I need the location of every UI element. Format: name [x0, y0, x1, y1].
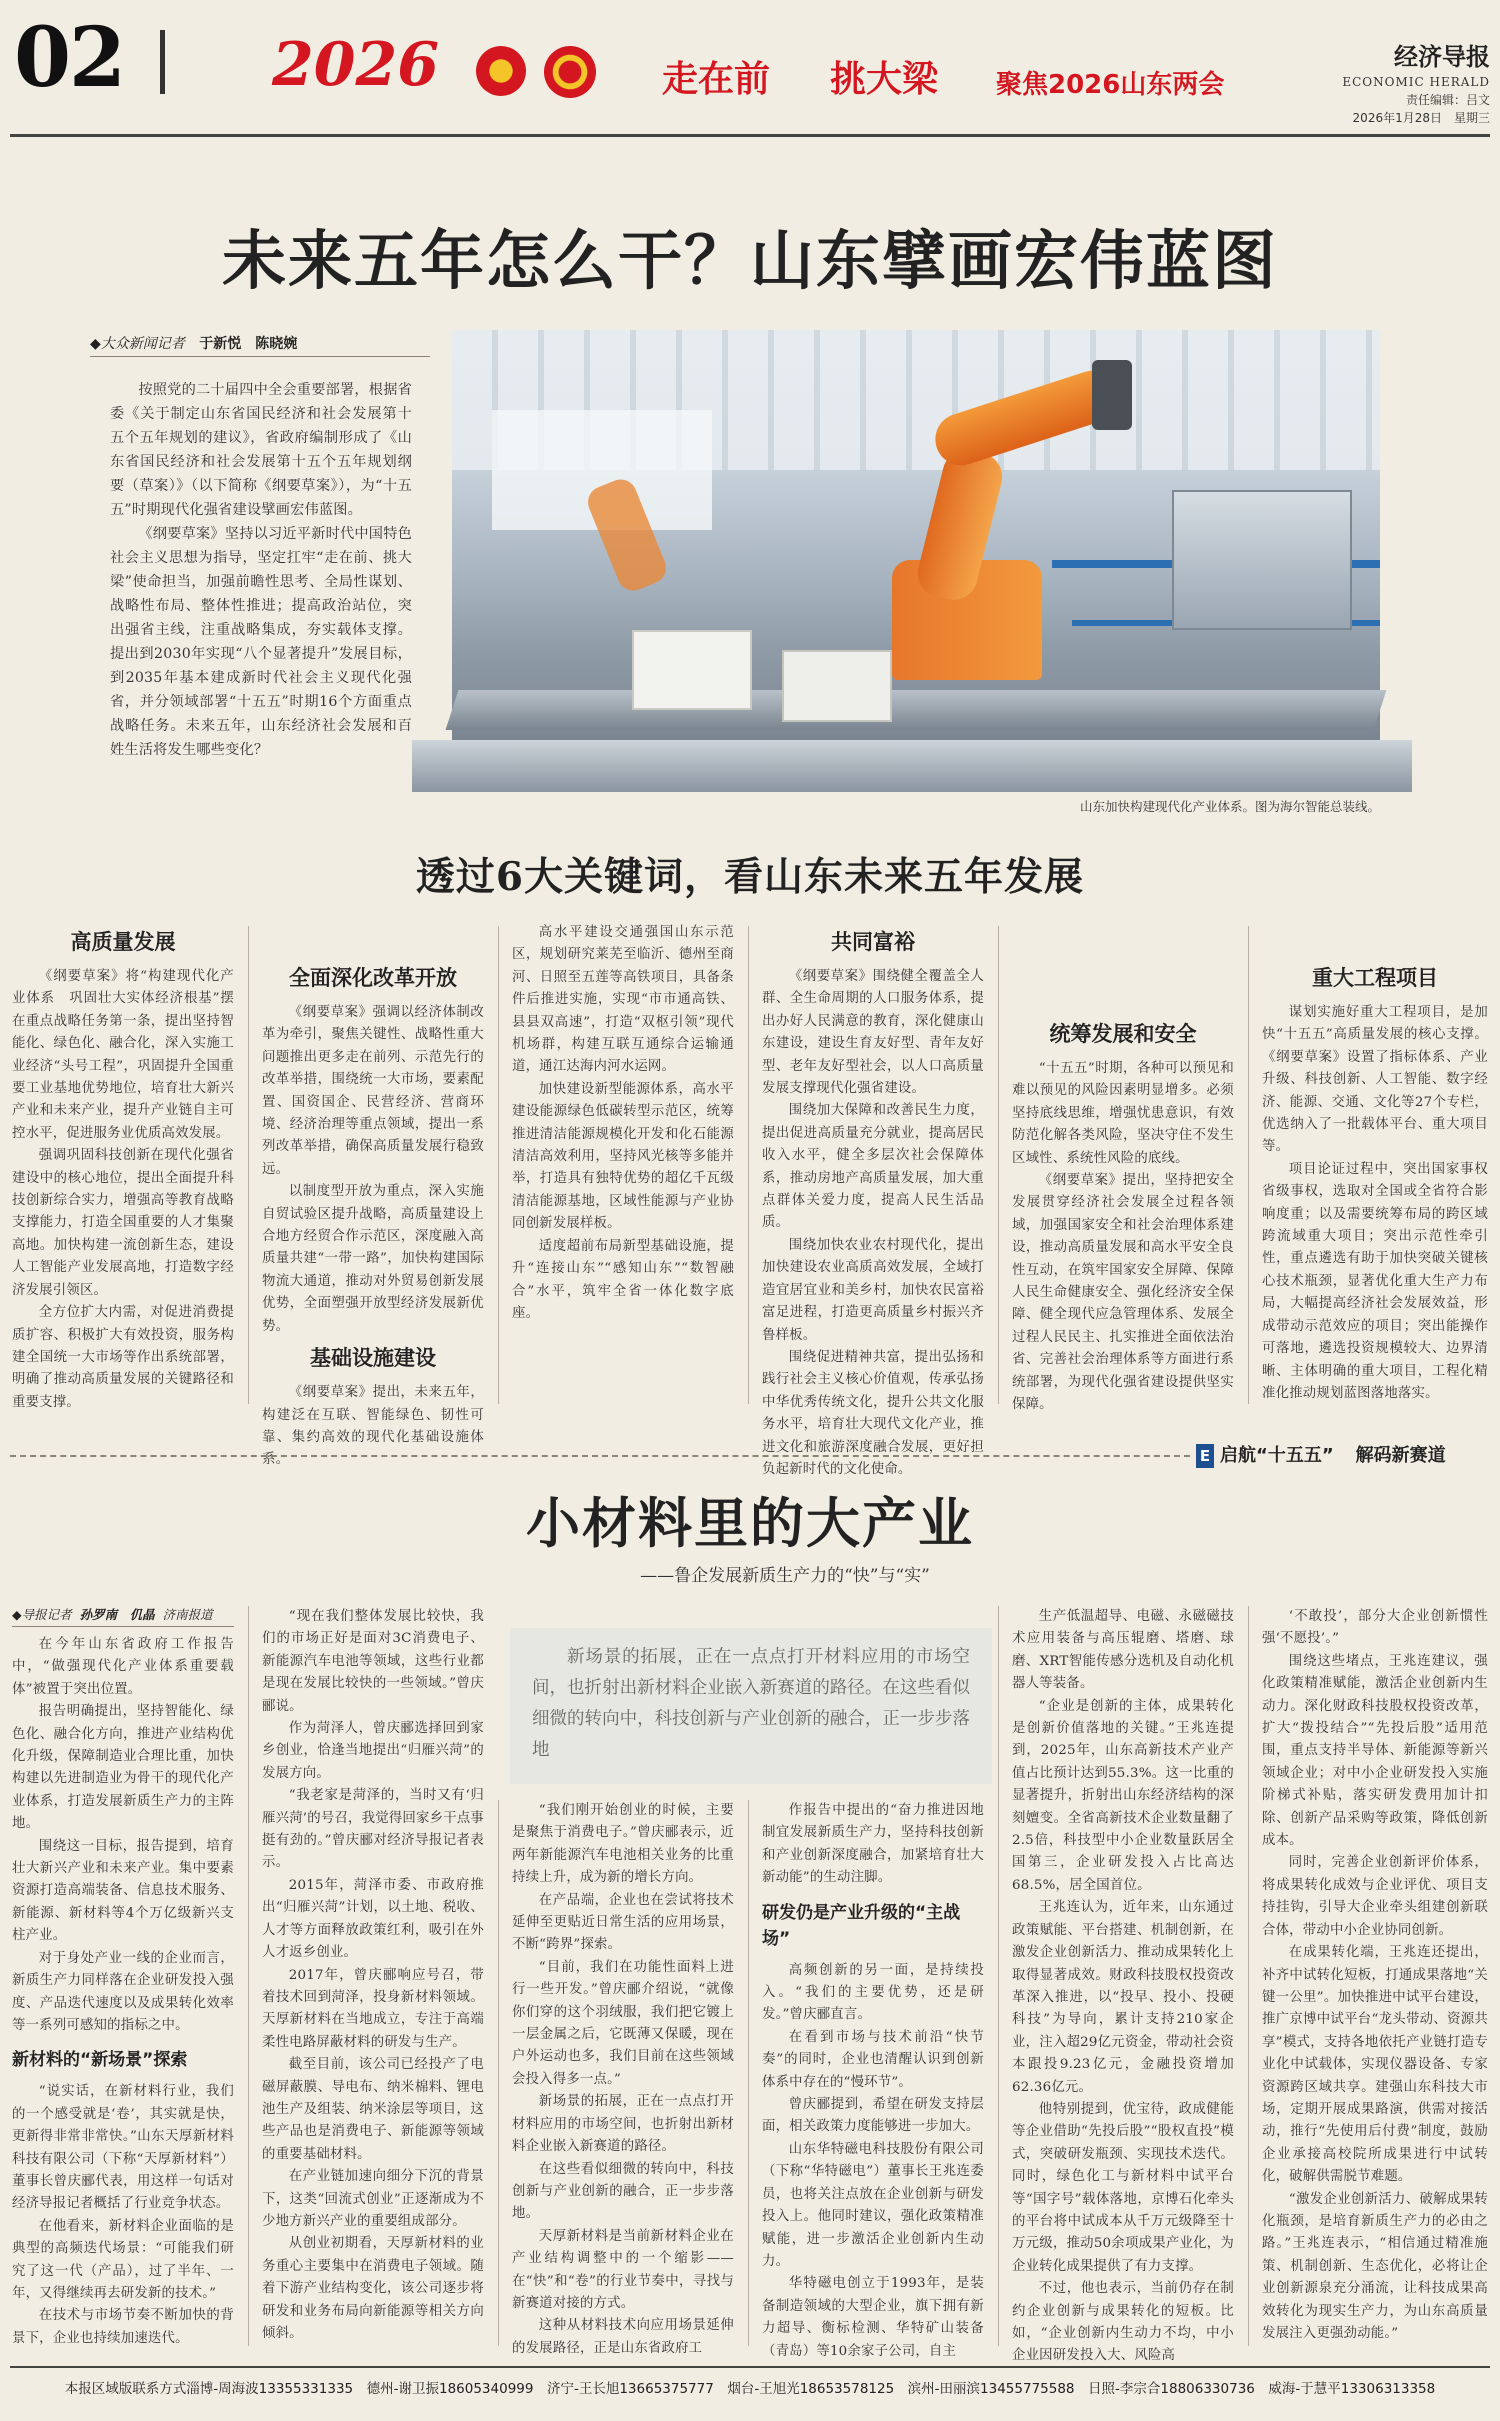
article1-headline: 未来五年怎么干？山东擘画宏伟蓝图 [222, 224, 1278, 299]
conveyor-line-2 [412, 740, 1412, 792]
masthead [0, 0, 1500, 125]
keywords-col-2 [262, 922, 484, 1468]
paragraph: 在看到市场与技术前沿“快节奏”的同时，企业也清醒认识到创新体系中存在的“慢环节”。 [762, 2029, 984, 2090]
appliance-box [782, 650, 892, 722]
slogan-2: 挑大梁 [830, 59, 939, 100]
paragraph: 2015年，菏泽市委、市政府推出“归雁兴菏”计划，以土地、税收、人才等方面释放政策红利，吸引在外人才返乡创业。 [262, 1877, 484, 1961]
series-banner [1196, 1442, 1490, 1470]
paragraph: 新场景的拓展，正在一点点打开材料应用的市场空间，也折射出新材料企业嵌入新赛道的路径。 [512, 2094, 734, 2155]
article2-byline [12, 1606, 234, 1627]
article2-subheadline: ——鲁企发展新质生产力的“快”与“实” [640, 1566, 930, 1586]
column-divider [998, 926, 999, 1404]
article2-col-6 [1262, 1606, 1488, 2346]
machine-panel [1172, 490, 1352, 630]
paragraph: 从创业初期看，天厚新材料的业务重心主要集中在消费电子领域。随着下游产业结构变化，该公司逐步将研发和业务布局向新能源等相关方向倾斜。 [262, 2236, 484, 2341]
paragraph: “激发企业创新活力、破解成果转化瓶颈，是培育新质生产力的必由之路。”王兆连表示，“相信通过精准施策、机制创新、生态优化，必将让企业创新源泉充分涌流，让科技成果高效转化为现实生产力，为山东高质量发展注入更强劲动能。” [1262, 2191, 1488, 2341]
national-emblem-icon [476, 46, 526, 96]
keyword-heading: 共同富裕 [831, 930, 915, 954]
article2-col-4 [762, 1800, 984, 2359]
paragraph: 以制度型开放为重点，深入实施自贸试验区提升战略，高质量建设上合地方经贸合作示范区，深度融入高质量共建“一带一路”，加快构建国际物流大通道，推动对外贸易创新发展优势，全面塑强开放型经济发展新优势。 [262, 1184, 484, 1334]
masthead-rule [10, 134, 1490, 137]
lead-paragraph: 按照党的二十届四中全会重要部署，根据省委《关于制定山东省国民经济和社会发展第十五个五年规划的建议》，省政府编制形成了《山东省国民经济和社会发展第十五个五年规划纲要（草案）》（以下简称《纲要草案》），为“十五五”时期现代化强省建设擘画宏伟蓝图。 [110, 382, 412, 518]
keywords-subheadline: 透过6大关键词，看山东未来五年发展 [415, 854, 1085, 900]
pullquote-box [510, 1628, 992, 1784]
column-divider [748, 1800, 749, 2346]
column-divider [248, 926, 249, 1404]
paragraph: 在技术与市场节奏不断加快的背景下，企业也持续加速迭代。 [12, 2308, 234, 2346]
paragraph: ‘不敢投’，部分大企业创新惯性强‘不愿投’。” [1262, 1609, 1488, 1647]
robot-gripper [1092, 360, 1132, 430]
paragraph: 谋划实施好重大工程项目，是加快“十五五”高质量发展的核心支撑。《纲要草案》设置了指标体系、产业升级、科技创新、人工智能、数字经济、能源、交通、文化等27个专栏，优选纳入了一批载体平台、重大项目等。 [1262, 1005, 1488, 1155]
paragraph: 在产品端，企业也在尝试将技术延伸至更贴近日常生活的应用场景，不断“跨界”探索。 [512, 1892, 734, 1953]
article2-headline: 小材料里的大产业 [526, 1491, 974, 1555]
section-name: 经济导报 [1394, 42, 1490, 71]
paragraph: 这种从材料技术向应用场景延伸的发展路径，正是山东省政府工 [512, 2318, 734, 2356]
paragraph: 华特磁电创立于1993年，是装备制造领域的大型企业，旗下拥有新力超导、衡标检测、华特矿山装备（青岛）等10余家子公司，自主 [762, 2276, 984, 2359]
column-divider [998, 1606, 999, 2346]
keywords-col-4 [762, 922, 984, 1477]
column-divider [248, 1606, 249, 2346]
byline-prefix: ◆大众新闻记者 [90, 336, 185, 352]
byline-prefix: ◆导报记者 [12, 1607, 72, 1622]
paragraph: “我老家是菏泽的，当时又有‘归雁兴菏’的号召，我觉得回家乡干点事挺有劲的。”曾庆郦对经济导报记者表示。 [262, 1788, 484, 1871]
keyword-heading: 重大工程项目 [1312, 966, 1438, 990]
keyword-heading: 全面深化改革开放 [289, 966, 457, 990]
column-divider [748, 926, 749, 1404]
paragraph: 曾庆郦提到，希望在研发支持层面，相关政策力度能够进一步加大。 [762, 2097, 984, 2135]
paragraph: “十五五”时期，各种可以预见和难以预见的风险因素明显增多。必须坚持底线思维，增强忧患意识，有效防范化解各类风险，坚决守住不发生区域性、系统性风险的底线。 [1012, 1061, 1234, 1166]
series-banner-rule [10, 1455, 1190, 1457]
paragraph: 生产低温超导、电磁、永磁磁技术应用装备与高压辊磨、塔磨、球磨、XRT智能传感分选机及自动化机器人等装备。 [1012, 1609, 1234, 1692]
paragraph: 围绕促进精神共富，提出弘扬和践行社会主义核心价值观，传承弘扬中华优秀传统文化，提升公共文化服务水平，培育壮大现代文化产业，推进文化和旅游深度融合发展，更好担负起新时代的文化使命。 [762, 1349, 984, 1477]
paragraph: 报告明确提出，坚持智能化、绿色化、融合化方向，推进产业结构优化升级，保障制造业合理比重，加快构建以先进制造业为骨干的现代化产业体系，打造发展新质生产力的主阵地。 [12, 1704, 234, 1832]
paragraph: 天厚新材料是当前新材料企业在产业结构调整中的一个缩影——在“快”和“卷”的行业节奏中，寻找与新赛道对接的方式。 [512, 2228, 734, 2311]
paragraph: “目前，我们在功能性面料上进行一些开发。”曾庆郦介绍说，“就像你们穿的这个羽绒服，我们把它镀上一层金属之后，它既薄又保暖，现在户外运动也多，我们目前在这些领域会投入得多一点。” [512, 1959, 734, 2087]
paragraph: “企业是创新的主体，成果转化是创新价值落地的关键。”王兆连提到，2025年，山东高新技术产业产值占比预计达到55.3%。这一比重的显著提升，折射出山东经济结构的深刻嬗变。全省高新技术企业数量翻了2.5倍，科技型中小企业数量跃居全国第三，企业研发投入占比高达68.5%，居全国首位。 [1012, 1698, 1234, 1893]
paragraph: 山东华特磁电科技股份有限公司（下称“华特磁电”）董事长王兆连委员，也将关注点放在企业创新与研发投入上。他同时建议，强化政策精准赋能，进一步激活企业创新内生动力。 [762, 2141, 984, 2269]
conveyor-line [446, 690, 1387, 730]
paragraph: 项目论证过程中，突出国家事权省级事权，选取对全国或全省符合影响度重；以及需要统筹布局的跨区域跨流域重大项目；突出示范性牵引性，重点遴选有助于加快突破关键核心技术瓶颈，显著优化重大生产力布局，大幅提高经济社会发展效益，形成带动示范效应的项目；突出能操作可落地，遴选投资规模较大、边界清晰、主体明确的重大项目，工程化精准化推动规划蓝图落地落实。 [1262, 1161, 1488, 1401]
paragraph: “我们刚开始创业的时候，主要是聚焦于消费电子。”曾庆郦表示，近两年新能源汽车电池相关业务的比重持续上升，成为新的增长方向。 [512, 1803, 734, 1886]
series-subtitle: 解码新赛道 [1355, 1445, 1446, 1466]
paragraph: 在今年山东省政府工作报告中，“做强现代化产业体系重要载体”被置于突出位置。 [12, 1637, 234, 1697]
slogan-1: 走在前 [662, 59, 771, 100]
article2-col-1 [12, 1634, 234, 2346]
paragraph: 不过，他也表示，当前仍存在制约企业创新与成果转化的短板。比如，“企业创新内生动力不均，中小企业因研发投入大、风险高 [1012, 2281, 1234, 2364]
section-name-en: ECONOMIC HERALD [1342, 75, 1490, 89]
paragraph: 《纲要草案》围绕健全覆盖全人群、全生命周期的人口服务体系，提出办好人民满意的教育，深化健康山东建设，建设生育友好型、青年友好型、老年友好型社会，以人口高质量发展支撑现代化强省建设。 [762, 969, 984, 1097]
cppcc-emblem-icon [544, 46, 596, 98]
keywords-col-6 [1262, 922, 1488, 1408]
editor-credit: 责任编辑：吕文 [1405, 93, 1490, 107]
paragraph: 高水平建设交通强国山东示范区，规划研究莱芜至临沂、德州至商河、日照至五莲等高铁项目，具备条件后推进实施，实现“市市通高铁、县县双高速”，打造“双枢引领”现代机场群，构建互联互通综合运输通道，通江达海内河水运网。 [512, 925, 734, 1075]
section-heading: 新材料的“新场景”探索 [12, 2050, 188, 2071]
column-divider [498, 1800, 499, 2346]
paragraph: 围绕加快农业农村现代化，提出加快建设农业高质高效发展，全域打造宜居宜业和美乡村，加快农民富裕富足进程，打造更高质量乡村振兴齐鲁样板。 [762, 1237, 984, 1343]
paragraph: 2017年，曾庆郦响应号召，带着技术回到菏泽，投身新材料领域。天厚新材料在当地成立，专注于高端柔性电路屏蔽材料的研发与生产。 [262, 1967, 484, 2050]
keyword-heading: 高质量发展 [70, 930, 176, 954]
paragraph: 高频创新的另一面，是持续投入。“我们的主要优势，还是研发。”曾庆郦直言。 [762, 1962, 984, 2023]
appliance-box [632, 630, 752, 710]
column-divider [498, 926, 499, 1404]
focus-title: 聚焦2026山东两会 [996, 70, 1225, 100]
paragraph: 围绕加大保障和改善民生力度，提出促进高质量充分就业，提高居民收入水平，健全多层次社会保障体系，推动房地产高质量发展，加大重点群体关爱力度，提高人民生活品质。 [762, 1103, 984, 1231]
paragraph: 作报告中提出的“奋力推进因地制宜发展新质生产力，坚持科技创新和产业创新深度融合，加紧培育壮大新动能”的生动注脚。 [762, 1803, 984, 1886]
paragraph: “现在我们整体发展比较快，我们的市场正好是面对3C消费电子、新能源汽车电池等领域，这些行业都是现在发展比较快的一些领域。”曾庆郦说。 [262, 1609, 484, 1714]
paragraph: 《纲要草案》强调以经济体制改革为牵引，聚焦关键性、战略性重大问题推出更多走在前列、示范先行的改革举措，围绕统一大市场，要素配置、国资国企、民营经济、营商环境、经济治理等重点领域，提出一系列改革举措，确保高质量发展行稳致远。 [262, 1005, 484, 1177]
article2-col-2 [262, 1606, 484, 2346]
paragraph: 《纲要草案》将“构建现代化产业体系 巩固壮大实体经济根基”摆在重点战略任务第一条，提出坚持智能化、绿色化、融合化，深入实施工业经济“头号工程”，巩固提升全国重要工业基地优势地位，培育壮大新兴产业和未来产业，提升产业链自主可控水平，促进服务业优质高效发展。 [12, 969, 234, 1141]
paragraph: 围绕这一目标，报告提到，培育壮大新兴产业和未来产业。集中要素资源打造高端装备、信息技术服务、新能源、新材料等4个万亿级新兴支柱产业。 [12, 1838, 234, 1944]
paragraph: 在成果转化端，王兆连还提出，补齐中试转化短板，打通成果落地“关键一公里”。加快推进中试平台建设，推广京博中试平台“龙头带动、资源共享”模式，支持各地依托产业链打造专业化中试载体，实现仪器设备、专家资源跨区域共享。建强山东科技大市场，定期开展成果路演，供需对接活动，推行“先使用后付费”制度，鼓励企业承接高校院所成果进行中试转化，破解供需脱节难题。 [1262, 1945, 1488, 2185]
issue-date: 2026年1月28日 星期三 [1352, 111, 1490, 125]
footer-rule [10, 2366, 1490, 2368]
column-divider [1248, 1606, 1249, 2346]
paragraph: 《纲要草案》提出，未来五年，构建泛在互联、智能绿色、韧性可靠、集约高效的现代化基础设施体系。 [262, 1385, 484, 1468]
keywords-col-1 [12, 922, 234, 1408]
paragraph: 适度超前布局新型基础设施，提升“连接山东”“感知山东”“数智融合”水平，筑牢全省一体化数字底座。 [512, 1238, 734, 1321]
article1-byline [90, 334, 430, 357]
paragraph: 强调巩固科技创新在现代化强省建设中的核心地位，提出全面提升科技创新综合实力，增强高等教育战略支撑能力，打造全国重要的人才集聚高地。加快构建一流创新生态，建设人工智能产业发展高地，打造数字经济发展引领区。 [12, 1148, 234, 1298]
article1-lead [110, 378, 412, 798]
page-number: 02 [14, 10, 125, 106]
paragraph: 全方位扩大内需，对促进消费提质扩容、积极扩大有效投资，服务构建全国统一大市场等作出系统部署，明确了推动高质量发展的关键路径和重要支撑。 [12, 1305, 234, 1410]
keyword-heading: 基础设施建设 [310, 1346, 436, 1371]
byline-names: 孙罗南 仉晶 [79, 1607, 155, 1622]
lead-paragraph: 《纲要草案》坚持以习近平新时代中国特色社会主义思想为指导，坚定扛牢“走在前、挑大梁”使命担当，加强前瞻性思考、全局性谋划、战略性布局、整体性推进；提高政治站位，突出强省主线，注重战略集成，夯实载体支撑。提出到2030年实现“八个显著提升”发展目标，到2035年基本建成新时代社会主义现代化强省，并分领域部署“十五五”时期16个方面重点战略任务。未来五年，山东经济社会发展和百姓生活将发生哪些变化？ [110, 526, 412, 758]
paragraph: 对于身处产业一线的企业而言，新质生产力同样落在企业研发投入强度、产品迭代速度以及成果转化效率等一系列可感知的指标之中。 [12, 1950, 234, 2033]
column-divider [1248, 926, 1249, 1404]
paragraph: 在他看来，新材料企业面临的是典型的高频迭代场景：“可能我们研究了这一代（产品），过了半年、一年，又得继续再去研发新的技术。” [12, 2218, 234, 2301]
photo-caption: 山东加快构建现代化产业体系。图为海尔智能总装线。 [1079, 799, 1380, 814]
footer-contacts: 本报区域版联系方式淄博-周海波13355331335 德州-谢卫振18605340999 济宁-王长旭13665375777 烟台-王旭光18653578125 滨州-田丽滨13455775588 日照-李宗合18806330736 威海-于慧平13306313358 [64, 2381, 1436, 2397]
factory-photo [452, 330, 1380, 792]
keyword-heading: 统筹发展和安全 [1049, 1022, 1197, 1046]
paragraph: 加快建设新型能源体系，高水平建设能源绿色低碳转型示范区，统筹推进清洁能源规模化开发和化石能源清洁高效利用，坚持风光核等多能并举，打造具有独特优势的超亿千瓦级清洁能源基地，区域性能源与产业协同创新发展样板。 [512, 1081, 734, 1232]
pullquote-text: 新场景的拓展，正在一点点打开材料应用的市场空间，也折射出新材料企业嵌入新赛道的路径。在这些看似细微的转向中，科技创新与产业创新的融合，正一步步落地 [532, 1647, 970, 1760]
paragraph: 围绕这些堵点，王兆连建议，强化政策精准赋能，激活企业创新内生动力。深化财政科技股权投资改革，扩大“拨投结合”“先投后股”适用范围，重点支持半导体、新能源等新兴领域企业；对中小企业研发投入实施阶梯式补贴，落实研发费用加计扣除、创新产品采购等政策，降低创新成本。 [1262, 1653, 1488, 1849]
series-title: 启航“十五五” [1220, 1445, 1334, 1466]
year-logo: 2026 [272, 30, 439, 100]
paragraph: 他特别提到，优宝待，政成健能等企业借助“先投后股”“股权直投”模式，突破研发瓶颈、实现技术迭代。同时，绿色化工与新材料中试平台等“国字号”载体落地，京博石化牵头的平台将中试成本从千万元级降至十万元级，推动50余项成果产业化，为企业转化成果提供了有力支撑。 [1012, 2101, 1234, 2274]
paragraph: 同时，完善企业创新评价体系，将成果转化成效与企业评优、项目支持挂钩，引导大企业牵头组建创新联合体，带动中小企业协同创新。 [1262, 1855, 1488, 1938]
article2-col-5 [1012, 1606, 1234, 2364]
paragraph: 在这些看似细微的转向中，科技创新与产业创新的融合，正一步步落地。 [512, 2161, 734, 2222]
paragraph: 在产业链加速向细分下沉的背景下，这类“回流式创业”正逐渐成为不少地方新兴产业的重要组成部分。 [262, 2169, 484, 2229]
series-mark: E [1196, 1444, 1214, 1468]
byline-names: 于新悦 陈晓婉 [199, 336, 298, 352]
paragraph: “说实话，在新材料行业，我们的一个感受就是‘卷’，其实就是快，更新得非常非常快。”山东天厚新材料科技有限公司（下称“天厚新材料”）董事长曾庆郦代表，用这样一句话对经济导报记者概括了行业竞争状态。 [12, 2084, 234, 2212]
keywords-col-3 [512, 922, 734, 1408]
paragraph: 《纲要草案》提出，坚持把安全发展贯穿经济社会发展全过程各领域，加强国家安全和社会治理体系建设，推动高质量发展和高水平安全良性互动，在筑牢国家安全屏障、保障人民生命健康安全、强化经济安全保障、健全现代应急管理体系、发展全过程人民民主、扎实推进全面依法治省、完善社会治理体系等方面进行系统部署，为现代化强省建设提供坚实保障。 [1012, 1173, 1234, 1413]
paragraph: 王兆连认为，近年来，山东通过政策赋能、平台搭建、机制创新，在激发企业创新活力、推动成果转化上取得显著成效。财政科技股权投资改革深入推进，以“投早、投小、投硬科技”为导向，累计支持210家企业，注入超29亿元资金，带动社会资本跟投9.23亿元，金融投资增加62.36亿元。 [1012, 1900, 1234, 2095]
paragraph: 截至目前，该公司已经投产了电磁屏蔽膜、导电布、纳米棉料、锂电池生产及组装、纳米涂层等项目，这些产品也是消费电子、新能源等领域的重要基础材料。 [262, 2057, 484, 2162]
paragraph: 作为菏泽人，曾庆郦选择回到家乡创业，恰逢当地提出“归雁兴菏”的发展方向。 [262, 1721, 484, 1781]
byline-place: 济南报道 [162, 1607, 213, 1622]
keywords-col-5 [1012, 922, 1234, 1413]
section-heading: 研发仍是产业升级的“主战场” [762, 1902, 961, 1949]
page-number-bar [160, 30, 165, 94]
article2-col-3 [512, 1800, 734, 2356]
